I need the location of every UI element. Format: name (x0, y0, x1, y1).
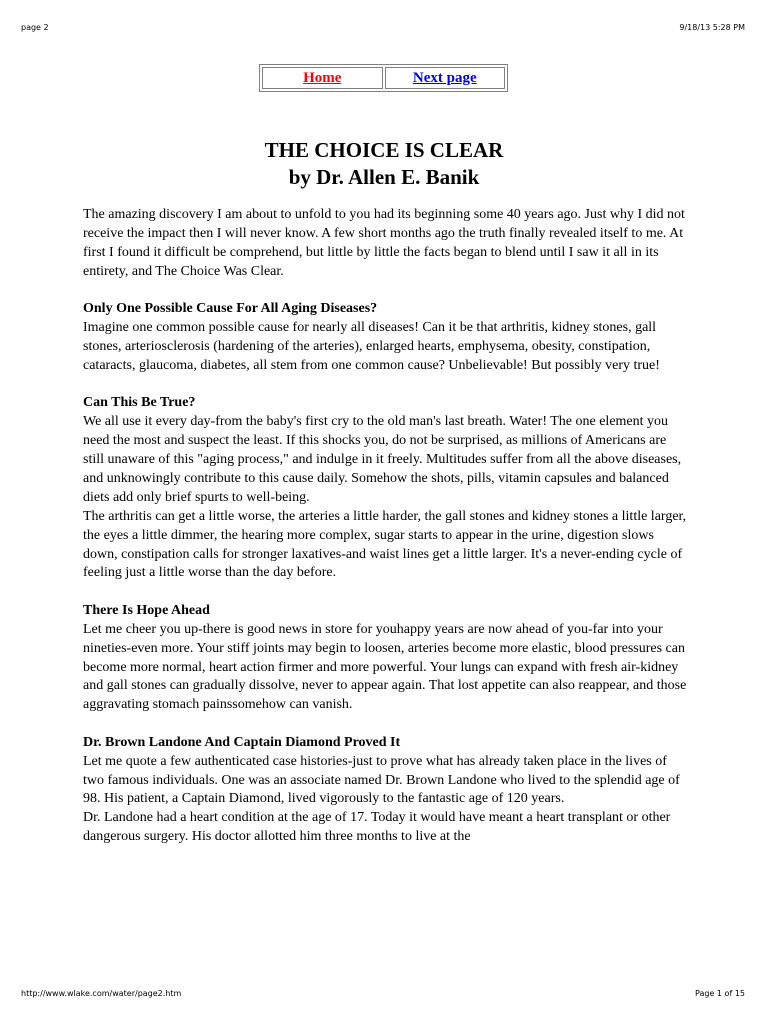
section-heading: Can This Be True? (83, 395, 196, 411)
paragraph: Imagine one common possible cause for nearly all diseases! Can it be that arthritis, kidney stones, gall stones, arteriosclerosis (hardening of the arteries), enlarged hearts, emphysema, obesity, constipation, cataracts, glaucoma, diabetes, all stem from one common cause? Unbelievable! But possibly very true! (83, 320, 660, 373)
title-line: THE CHOICE IS CLEAR (264, 138, 504, 162)
paragraph: We all use it every day-from the baby's first cry to the old man's last breath. Water! The one element you need the most and suspect the least. If this shocks you, do not be surprised, as millions of Americans are still unaware of this "aging process," and indulge in it freely. Multitudes suffer from all the above diseases, and unknowingly contribute to this cause daily. Somehow the shots, pills, vitamin capsules and balanced diets add only brief spurts to well-being. (83, 414, 682, 505)
print-header-page: page 2 (21, 23, 49, 32)
paragraph: Let me quote a few authenticated case histories-just to prove what has already taken place in the lives of two famous individuals. One was an associate named Dr. Brown Landone who lived to the splendid age of 98. His patient, a Captain Diamond, lived vigorously to the fantastic age of 120 years. (83, 753, 680, 807)
intro-paragraph: The amazing discovery I am about to unfold to you had its beginning some 40 years ago. Just why I did not receive the impact then I will never know. A few short months ago the truth finally revealed itself to me. At first I found it difficult be comprehend, but little by little the facts began to blend until I saw it all in its entirety, and The Choice Was Clear. (83, 207, 685, 279)
author-line: by Dr. Allen E. Banik (288, 165, 480, 189)
next-page-link[interactable]: Next page (385, 67, 506, 89)
print-footer-url: http://www.wlake.com/water/page2.htm (21, 989, 182, 998)
print-footer-page-count: Page 1 of 15 (695, 989, 745, 998)
section-heading: Dr. Brown Landone And Captain Diamond Proved It (83, 734, 401, 750)
home-link[interactable]: Home (262, 67, 383, 89)
section-heading: Only One Possible Cause For All Aging Diseases? (83, 301, 378, 317)
page-title (0, 137, 768, 191)
paragraph: Dr. Landone had a heart condition at the age of 17. Today it would have meant a heart transplant or other dangerous surgery. His doctor allotted him three months to live at the (83, 810, 671, 845)
print-header-datetime: 9/18/13 5:28 PM (679, 23, 745, 32)
section-heading: There Is Hope Ahead (83, 602, 210, 618)
nav-table (259, 64, 508, 92)
paragraph: Let me cheer you up-there is good news in store for youhappy years are now ahead of you-far into your nineties-even more. Your stiff joints may begin to loosen, arteries become more elastic, blood pressures can become more normal, heart action firmer and more powerful. Your lungs can expand with fresh air-kidney and gall stones can gradually dissolve, never to appear again. That lost appetite can also reappear, and those aggravating stomach painssomehow can vanish. (83, 621, 687, 713)
article-body (83, 206, 689, 847)
paragraph: The arthritis can get a little worse, the arteries a little harder, the gall stones and kidney stones a little larger, the eyes a little dimmer, the hearing more complex, sugar starts to appear in the urine, digestion slows down, constipation calls for stronger laxatives-and waist lines get a little larger. It's a never-ending cycle of feeling just a little worse than the day before. (83, 508, 687, 581)
